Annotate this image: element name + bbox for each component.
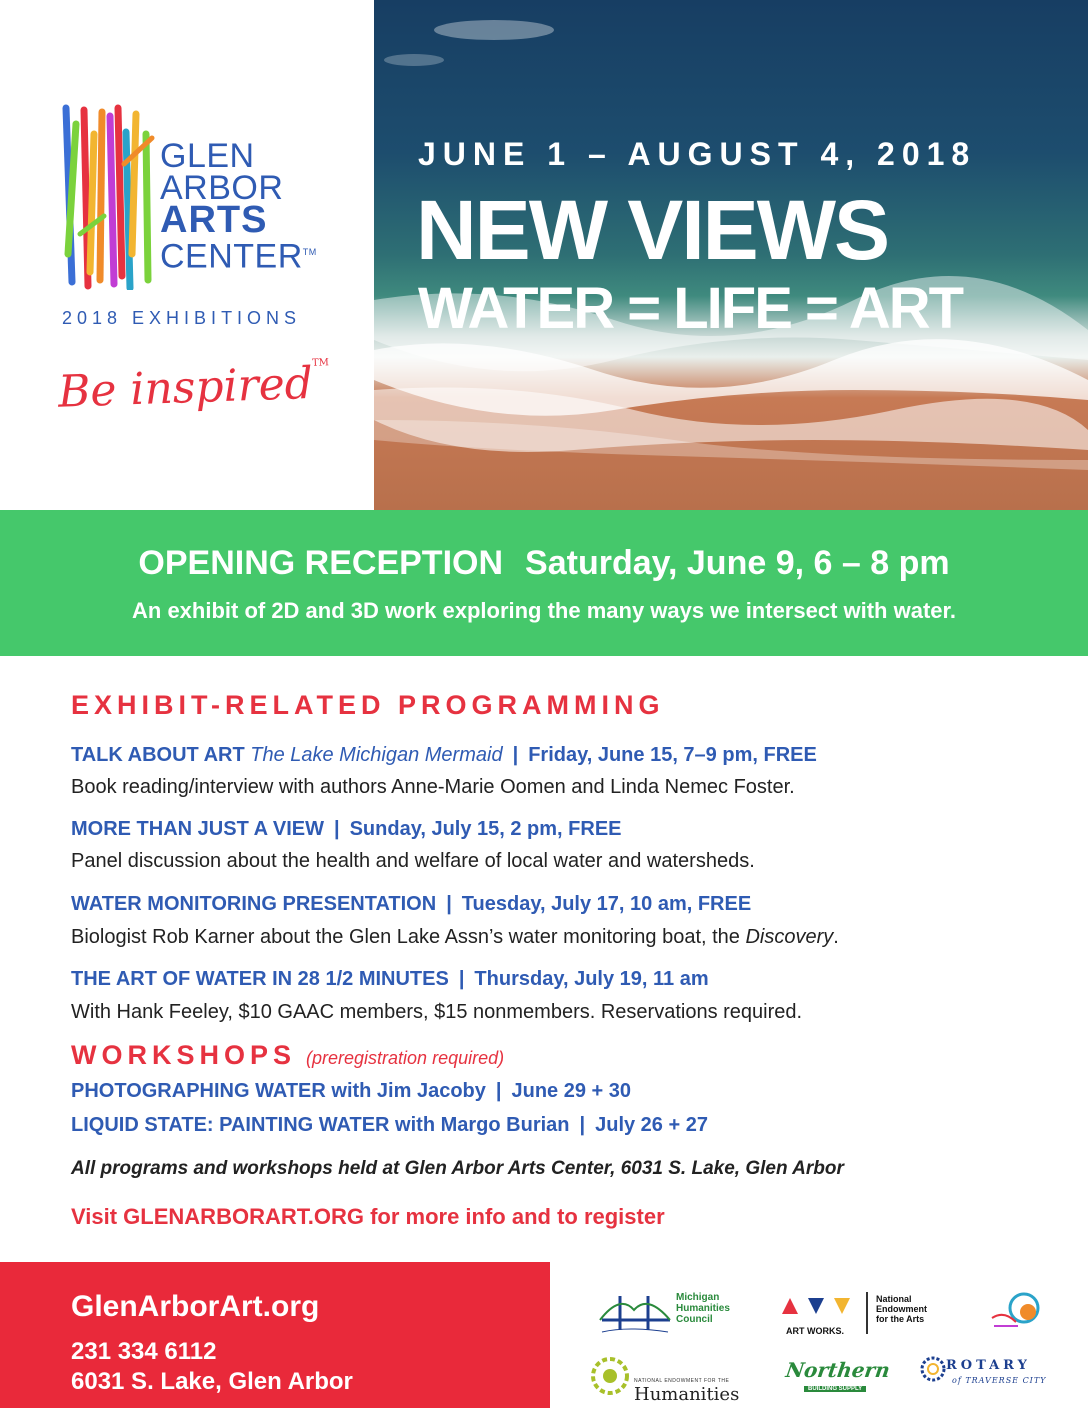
programming-heading: EXHIBIT-RELATED PROGRAMMING (71, 690, 665, 720)
program-title (71, 818, 622, 841)
nea-text (876, 1294, 927, 1324)
northern-logo-text: Northern (784, 1358, 892, 1382)
opening-reception-band (0, 510, 1088, 656)
program-when: Sunday, July 15, 2 pm, FREE (349, 818, 622, 840)
program-description-text: Biologist Rob Karner about the Glen Lake Assn’s water monitoring boat, the (71, 926, 740, 948)
rotary-text: ROTARY (946, 1358, 1031, 1373)
workshops-heading (71, 1040, 504, 1071)
separator: | (458, 968, 465, 990)
visit-link[interactable]: Visit GLENARBORART.ORG for more info and to register (71, 1204, 665, 1229)
contact-footer (0, 1262, 550, 1408)
logo-line-glen: GLEN (160, 137, 255, 175)
separator: | (512, 744, 519, 766)
rotary-sub-text: of TRAVERSE CITY (952, 1376, 1047, 1385)
logo-line-arbor: ARBOR (160, 169, 284, 207)
art-works-logo-icon (782, 1296, 854, 1316)
exhibit-subtitle: WATER = LIFE = ART (418, 276, 963, 341)
workshop-title (71, 1080, 631, 1103)
program-name: MORE THAN JUST A VIEW (71, 818, 324, 840)
rotary-wheel-icon (920, 1356, 946, 1382)
workshop-name: LIQUID STATE: PAINTING WATER with Margo Burian (71, 1114, 570, 1136)
reception-time: Saturday, June 9, 6 – 8 pm (525, 544, 950, 582)
reception-line (0, 544, 1088, 583)
exhibit-title: NEW VIEWS (416, 183, 889, 277)
art-works-text: ART WORKS. (786, 1326, 844, 1336)
nea-line: National (876, 1294, 912, 1304)
nea-line: for the Arts (876, 1314, 925, 1324)
logo-line-arts: ARTS (160, 199, 268, 241)
logo-wordmark (160, 137, 317, 276)
program-title (71, 968, 709, 991)
program-description-end: . (833, 926, 839, 948)
exhibit-dates: JUNE 1 – AUGUST 4, 2018 (418, 136, 977, 172)
logo-line-center (160, 236, 317, 276)
neh-humanities-text: Humanities (634, 1384, 740, 1405)
logo-trademark: TM (302, 247, 317, 257)
neh-small-text: NATIONAL ENDOWMENT FOR THE (634, 1378, 730, 1384)
tagline-text: Be inspired (57, 357, 314, 418)
website-link[interactable]: GlenArborArt.org (71, 1290, 320, 1323)
program-title (71, 744, 817, 767)
neh-logo-icon (590, 1356, 630, 1396)
sponsor-logos (560, 1262, 1088, 1408)
workshops-note: (preregistration required) (306, 1048, 505, 1068)
northern-sub-text: BUILDING SUPPLY (804, 1386, 866, 1392)
workshop-title (71, 1114, 708, 1137)
michigan-humanities-logo-icon (598, 1290, 674, 1336)
separator: | (446, 893, 452, 915)
mhc-line: Michigan (676, 1292, 720, 1303)
program-name: THE ART OF WATER IN 28 1/2 MINUTES (71, 968, 449, 990)
hero-image (374, 0, 1088, 510)
program-name: TALK ABOUT ART (71, 744, 245, 766)
logo-stripes-icon (60, 104, 160, 290)
mhc-line: Humanities (676, 1303, 730, 1314)
street-address: 6031 S. Lake, Glen Arbor (71, 1368, 353, 1395)
program-name: WATER MONITORING PRESENTATION (71, 893, 437, 915)
workshop-when: June 29 + 30 (511, 1080, 632, 1102)
exhibit-description: An exhibit of 2D and 3D work exploring the many ways we intersect with water. (132, 598, 956, 623)
logo-center-text: CENTER (160, 237, 303, 276)
tagline (57, 357, 330, 417)
program-description (71, 926, 839, 949)
program-subtitle: The Lake Michigan Mermaid (250, 744, 503, 766)
nea-line: Endowment (876, 1304, 927, 1314)
mhc-line: Council (676, 1314, 713, 1325)
workshops-title: WORKSHOPS (71, 1040, 297, 1070)
sponsor-divider (866, 1292, 868, 1334)
separator: | (495, 1080, 502, 1102)
separator: | (333, 818, 340, 840)
reception-label: OPENING RECEPTION (138, 544, 504, 582)
separator: | (579, 1114, 586, 1136)
michigan-humanities-text (676, 1292, 730, 1325)
program-description: With Hank Feeley, $10 GAAC members, $15 nonmembers. Reservations required. (71, 1001, 803, 1023)
workshop-name: PHOTOGRAPHING WATER with Jim Jacoby (71, 1080, 486, 1102)
program-description: Panel discussion about the health and welfare of local water and watersheds. (71, 850, 755, 872)
venue-note: All programs and workshops held at Glen Arbor Arts Center, 6031 S. Lake, Glen Arbor (71, 1158, 844, 1179)
tagline-trademark: TM (311, 357, 330, 369)
program-when: Friday, June 15, 7–9 pm, FREE (528, 744, 817, 766)
program-when: Thursday, July 19, 11 am (474, 968, 709, 990)
boat-name: Discovery (745, 926, 834, 948)
program-title (71, 893, 751, 916)
exhibitions-label: 2018 EXHIBITIONS (62, 308, 302, 328)
phone-number: 231 334 6112 (71, 1338, 217, 1365)
michigan-arts-culture-logo-icon (988, 1288, 1042, 1332)
program-when: Tuesday, July 17, 10 am, FREE (461, 893, 752, 915)
logo-panel (0, 0, 374, 510)
workshop-when: July 26 + 27 (595, 1114, 708, 1136)
program-description: Book reading/interview with authors Anne-Marie Oomen and Linda Nemec Foster. (71, 776, 795, 798)
